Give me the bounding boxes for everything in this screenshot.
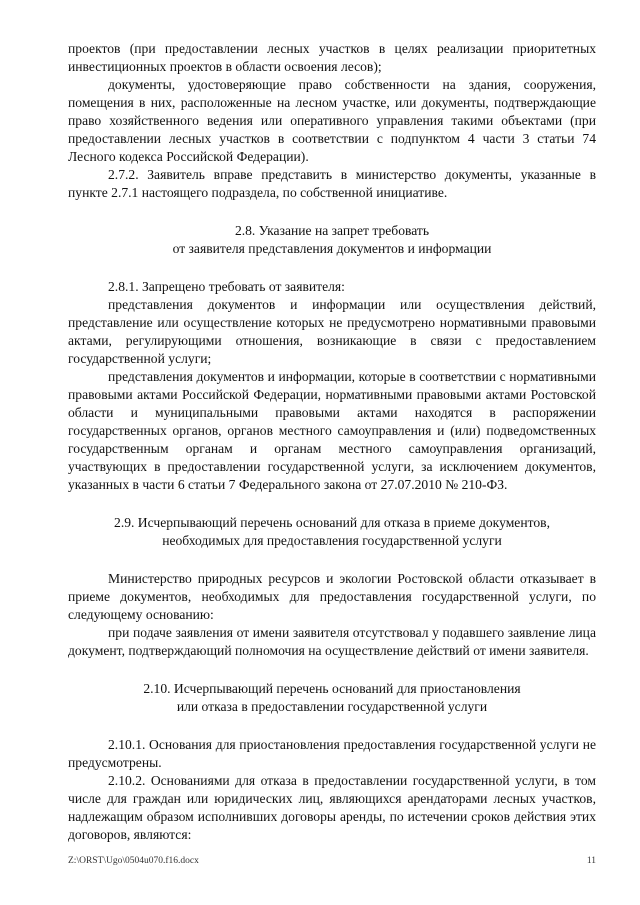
- paragraph: при подаче заявления от имени заявителя отсутствовал у подавшего заявление лица документ, подтверждающий полномочия на осуществление действий от имени заявителя.: [68, 625, 596, 658]
- paragraph: представления документов и информации или осуществления действий, представление или осуществление которых не предусмотрено нормативными правовыми актами, регулирующими отношения, возникающие в связи с предоставлением государственной услуги;: [68, 297, 596, 366]
- paragraph: документы, удостоверяющие право собственности на здания, сооружения, помещения в них, расположенные на лесном участке, или документы, подтверждающие право хозяйственного ведения или оперативного управления такими объектами (при предоставлении лесных участков в соответствии с подпунктом 4 части 3 статьи 74 Лесного кодекса Российской Федерации).: [68, 77, 596, 164]
- paragraph: 2.7.2. Заявитель вправе представить в министерство документы, указанные в пункте 2.7.1 настоящего подраздела, по собственной инициативе.: [68, 167, 596, 200]
- heading-line: 2.9. Исчерпывающий перечень оснований для отказа в приеме документов,: [114, 515, 550, 530]
- heading-line: или отказа в предоставлении государственной услуги: [176, 699, 488, 714]
- heading-line: необходимых для предоставления государственной услуги: [162, 533, 502, 548]
- heading-line: от заявителя представления документов и информации: [172, 241, 492, 256]
- document-body: [68, 40, 596, 844]
- paragraph: проектов (при предоставлении лесных участков в целях реализации приоритетных инвестиционных проектов в области освоения лесов);: [68, 41, 596, 74]
- paragraph: Министерство природных ресурсов и экологии Ростовской области отказывает в приеме документов, необходимых для предоставления государственной услуги, по следующему основанию:: [68, 571, 596, 622]
- paragraph: представления документов и информации, которые в соответствии с нормативными правовыми актами Российской Федерации, нормативными правовыми актами Ростовской области и муниципальными правовыми актами находятся в распоряжении государственных органов, органов местного самоуправления и (или) подведомственных государственным органам и органам местного самоуправления организаций, участвующих в предоставлении государственной услуги, за исключением документов, указанных в части 6 статьи 7 Федерального закона от 27.07.2010 № 210-ФЗ.: [68, 369, 596, 492]
- page-number: 11: [586, 856, 596, 866]
- paragraph: 2.10.2. Основаниями для отказа в предоставлении государственной услуги, в том числе для граждан или юридических лиц, являющихся арендаторами лесных участков, надлежащим образом исполнивших договоры аренды, по истечении сроков действия этих договоров, являются:: [68, 773, 596, 842]
- paragraph: 2.10.1. Основания для приостановления предоставления государственной услуги не предусмотрены.: [68, 737, 596, 770]
- file-path: Z:\ORST\Ugo\0504u070.f16.docx: [68, 856, 199, 866]
- section-heading-2-8: [68, 222, 596, 258]
- heading-line: 2.10. Исчерпывающий перечень оснований для приостановления: [143, 681, 521, 696]
- section-heading-2-9: [68, 514, 596, 550]
- section-heading-2-10: [68, 680, 596, 716]
- heading-line: 2.8. Указание на запрет требовать: [234, 223, 430, 238]
- paragraph: 2.8.1. Запрещено требовать от заявителя:: [108, 279, 345, 294]
